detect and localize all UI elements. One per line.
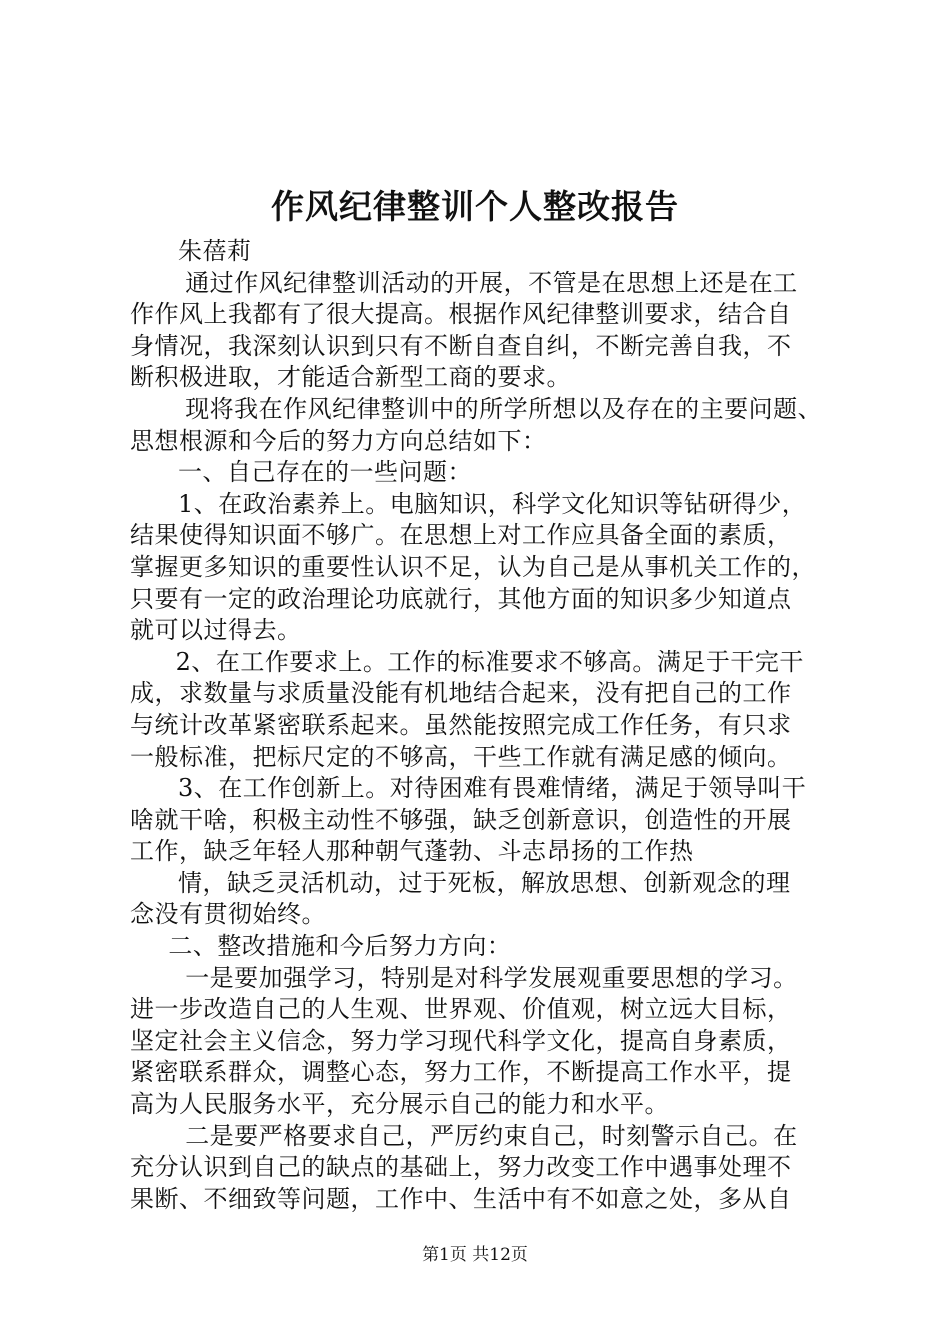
text-line: 就可以过得去。 — [130, 616, 302, 645]
text-line: 一是要加强学习，特别是对科学发展观重要思想的学习。 — [185, 963, 798, 992]
text-line: 3、在工作创新上。对待困难有畏难情绪，满足于领导叫干 — [178, 774, 807, 803]
text-line: 思想根源和今后的努力方向总结如下： — [130, 426, 547, 455]
text-line: 情，缺乏灵活机动，过于死板，解放思想、创新观念的理 — [178, 868, 791, 897]
text-line: 高为人民服务水平，充分展示自己的能力和水平。 — [130, 1090, 669, 1119]
text-line: 结果使得知识面不够广。在思想上对工作应具备全面的素质， — [130, 521, 792, 550]
text-line: 坚定社会主义信念，努力学习现代科学文化，提高自身素质， — [130, 1026, 792, 1055]
text-line: 二、整改措施和今后努力方向： — [168, 932, 512, 961]
text-line: 朱蓓莉 — [178, 237, 252, 265]
text-line: 现将我在作风纪律整训中的所学所想以及存在的主要问题、 — [185, 394, 823, 423]
text-line: 一、自己存在的一些问题： — [178, 458, 472, 487]
text-line: 充分认识到自己的缺点的基础上，努力改变工作中遇事处理不 — [130, 1153, 792, 1182]
text-line: 二是要严格要求自己，严厉约束自己，时刻警示自己。在 — [185, 1121, 798, 1150]
page-footer: 第1页 共12页 — [422, 1245, 528, 1265]
text-line: 断积极进取，才能适合新型工商的要求。 — [130, 363, 571, 392]
text-line: 只要有一定的政治理论功底就行，其他方面的知识多少知道点 — [130, 584, 792, 613]
text-line: 啥就干啥，积极主动性不够强，缺乏创新意识，创造性的开展 — [130, 805, 792, 834]
text-line: 1、在政治素养上。电脑知识，科学文化知识等钻研得少， — [178, 489, 807, 518]
text-line: 成，求数量与求质量没能有机地结合起来，没有把自己的工作 — [130, 679, 792, 708]
text-line: 与统计改革紧密联系起来。虽然能按照完成工作任务，有只求 — [130, 710, 792, 739]
text-line: 一般标准，把标尺定的不够高，干些工作就有满足感的倾向。 — [130, 742, 792, 771]
text-line: 果断、不细致等问题，工作中、生活中有不如意之处，多从自 — [130, 1184, 792, 1213]
text-line: 作作风上我都有了很大提高。根据作风纪律整训要求，结合自 — [130, 300, 792, 329]
page-title: 作风纪律整训个人整改报告 — [271, 187, 679, 226]
text-line: 通过作风纪律整训活动的开展，不管是在思想上还是在工 — [185, 268, 798, 297]
document-body — [130, 236, 835, 1215]
text-line: 工作，缺乏年轻人那种朝气蓬勃、斗志昂扬的工作热 — [130, 837, 694, 866]
text-line: 2、在工作要求上。工作的标准要求不够高。满足于干完干 — [175, 647, 804, 676]
text-line: 念没有贯彻始终。 — [130, 900, 326, 929]
text-line: 进一步改造自己的人生观、世界观、价值观，树立远大目标， — [130, 995, 792, 1024]
text-line: 掌握更多知识的重要性认识不足，认为自己是从事机关工作的， — [130, 552, 816, 581]
text-line: 身情况，我深刻认识到只有不断自查自纠，不断完善自我，不 — [130, 331, 792, 360]
text-line: 紧密联系群众，调整心态，努力工作，不断提高工作水平，提 — [130, 1058, 792, 1087]
